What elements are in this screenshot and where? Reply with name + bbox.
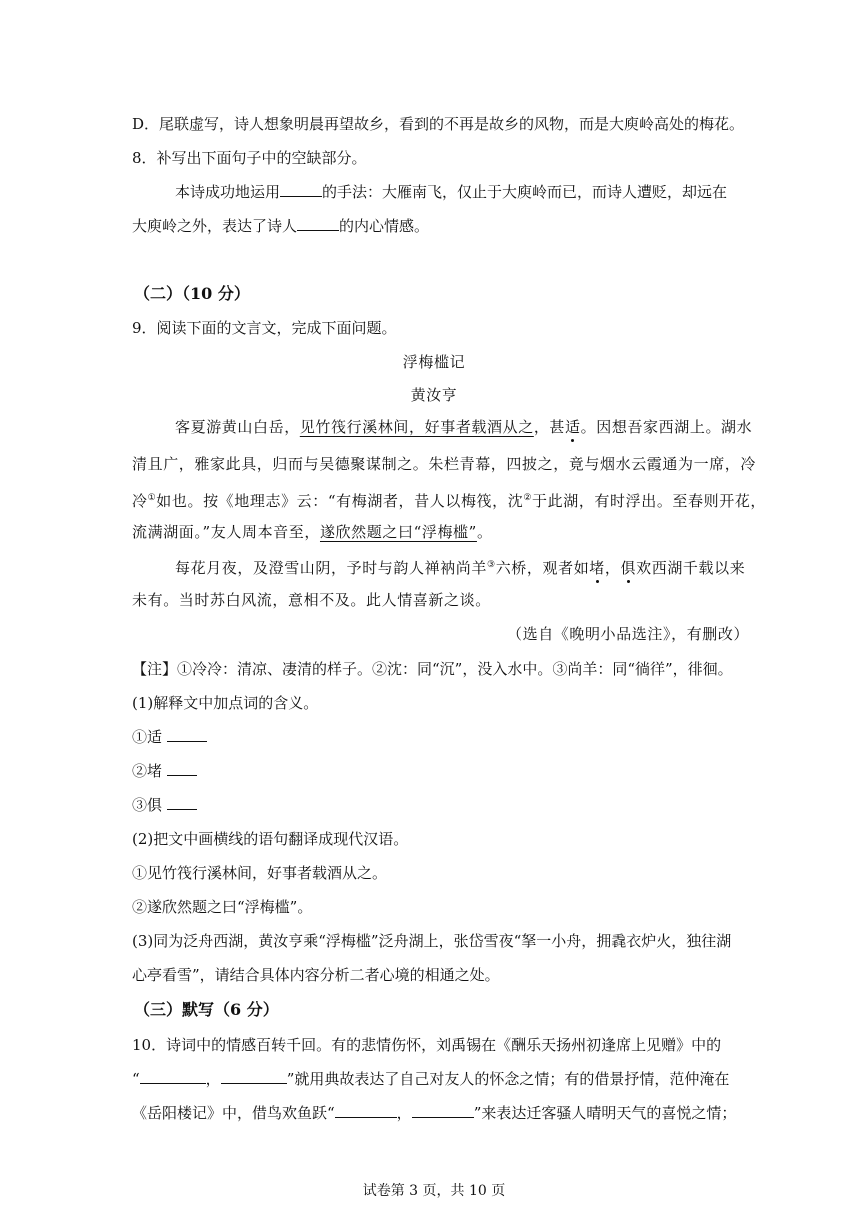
passage-line: 每花月夜，及澄雪山阴，予时与韵人禅衲尚羊③六桥，观者如堵，俱欢西湖千载以来 xyxy=(175,559,746,577)
passage-line: 未有。当时苏白风流，意相不及。此人情喜新之谈。 xyxy=(132,591,491,609)
answer-blank[interactable] xyxy=(280,182,322,197)
passage-line: 清且广，雅家此具，归而与吴德聚谋制之。朱栏青幕，四披之，竟与烟水云霞通为一席，冷 xyxy=(132,455,757,473)
subquestion-2: (2)把文中画横线的语句翻译成现代汉语。 xyxy=(132,830,409,848)
question-10-line2: “ ， ”就用典故表达了自己对友人的怀念之情；有的借景抒情，范仲淹在 xyxy=(132,1070,730,1088)
page-footer: 试卷第 3 页，共 10 页 xyxy=(362,1183,506,1199)
question-10-line3: 《岳阳楼记》中，借鸟欢鱼跃“ ， ”来表达迁客骚人晴明天气的喜悦之情； xyxy=(132,1104,737,1122)
question-10: 10．诗词中的情感百转千回。有的悲情伤怀，刘禹锡在《酬乐天扬州初逢席上见赠》中的 xyxy=(132,1036,722,1054)
section-2-heading: （二）（10 分） xyxy=(134,284,250,303)
subquestion-3: (3)同为泛舟西湖，黄汝亨乘“浮梅槛”泛舟湖上，张岱雪夜“拏一小舟，拥毳衣炉火，独往湖 xyxy=(132,932,732,950)
subquestion-2-item: ①见竹筏行溪林间，好事者载酒从之。 xyxy=(132,864,388,882)
answer-blank[interactable] xyxy=(221,1069,287,1084)
subquestion-1-item: ①适 xyxy=(132,727,207,747)
passage-author: 黄汝亨 xyxy=(410,386,458,404)
answer-blank[interactable] xyxy=(167,795,197,810)
passage-source: （选自《晚明小品选注》，有删改） xyxy=(507,625,750,643)
answer-blank[interactable] xyxy=(167,761,197,776)
question-8-line1: 本诗成功地运用 的手法：大雁南飞，仅止于大庾岭而已，而诗人遭贬，却远在 xyxy=(175,183,728,201)
answer-blank[interactable] xyxy=(412,1103,474,1118)
question-8-line2: 大庾岭之外，表达了诗人 的内心情感。 xyxy=(132,217,430,235)
subquestion-1-item: ②堵 xyxy=(132,761,197,781)
subquestion-3-cont: 心亭看雪”，请结合具体内容分析二者心境的相通之处。 xyxy=(132,966,500,984)
passage-title: 浮梅槛记 xyxy=(402,353,466,371)
option-d: D．尾联虚写，诗人想象明晨再望故乡，看到的不再是故乡的风物，而是大庾岭高处的梅花。 xyxy=(132,115,745,133)
question-8: 8．补写出下面句子中的空缺部分。 xyxy=(132,149,367,167)
section-3-heading: （三）默写（6 分） xyxy=(134,1000,279,1019)
subquestion-2-item: ②遂欣然题之曰“浮梅槛”。 xyxy=(132,898,313,916)
question-9: 9．阅读下面的文言文，完成下面问题。 xyxy=(132,319,397,337)
answer-blank[interactable] xyxy=(297,216,339,231)
subquestion-1: (1)解释文中加点词的含义。 xyxy=(132,694,319,712)
annotation-note: 【注】①冷冷：清凉、凄清的样子。②沈：同“沉”，没入水中。③尚羊：同“徜徉”，徘徊。 xyxy=(132,660,733,678)
passage-line: 客夏游黄山白岳，见竹筏行溪林间，好事者载酒从之，甚适。因想吾家西湖上。湖水 xyxy=(175,418,753,436)
subquestion-1-item: ③俱 xyxy=(132,795,197,815)
answer-blank[interactable] xyxy=(167,727,207,742)
answer-blank[interactable] xyxy=(335,1103,397,1118)
answer-blank[interactable] xyxy=(140,1069,206,1084)
passage-line: 冷①如也。按《地理志》云：“有梅湖者，昔人以梅筏，沈②于此湖，有时浮出。至春则开花， xyxy=(132,492,767,510)
passage-line: 流满湖面。”友人周本音至，遂欣然题之曰“浮梅槛”。 xyxy=(132,523,493,541)
